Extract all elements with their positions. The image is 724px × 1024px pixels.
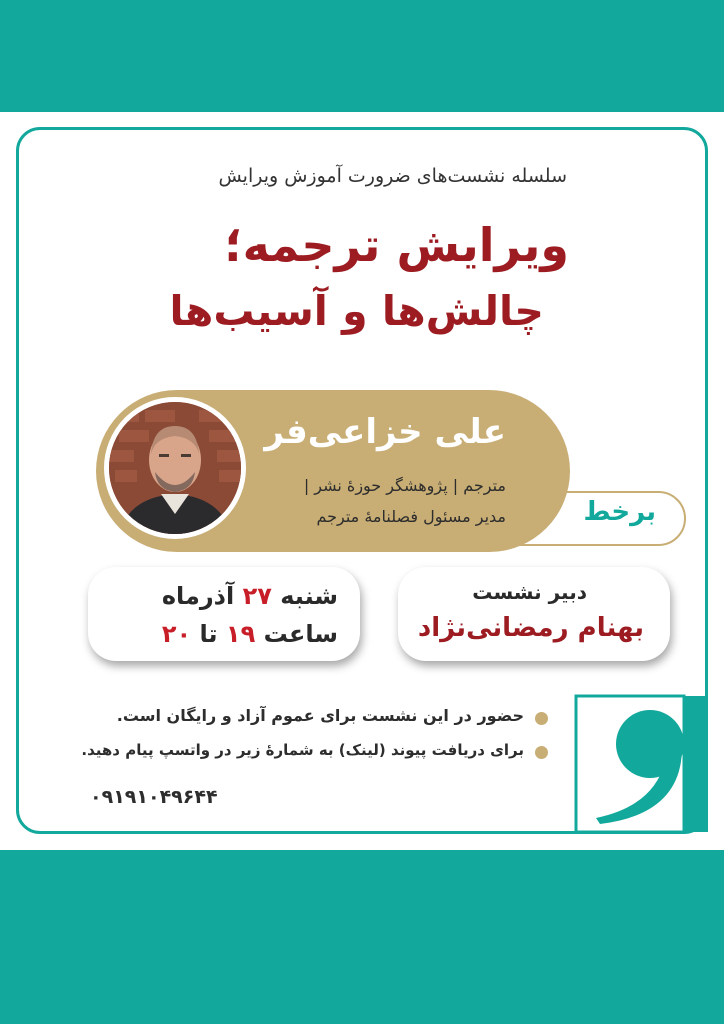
time-from: ۱۹ (225, 620, 256, 648)
speaker-role-line2: مدیر مسئول فصلنامهٔ مترجم (316, 507, 506, 526)
top-teal-band (0, 0, 724, 112)
online-label: برخط (583, 497, 656, 527)
vav-logo-icon (572, 686, 708, 834)
main-title-line1: ویرایش ترجمه؛ (224, 218, 569, 272)
time-prefix: ساعت (263, 620, 338, 648)
time-line (162, 620, 338, 648)
bullet-icon (535, 746, 548, 759)
date-number: ۲۷ (242, 582, 272, 610)
series-title: سلسله نشست‌های ضرورت آموزش ویرایش (218, 165, 567, 187)
bottom-teal-band (0, 850, 724, 1024)
phone-number[interactable]: ۰۹۱۹۱۰۴۹۶۴۴ (90, 786, 218, 808)
main-title-line2: چالش‌ها و آسیب‌ها (169, 287, 544, 335)
moderator-name: بهنام رمضانی‌نژاد (417, 613, 644, 643)
time-to: ۲۰ (161, 620, 192, 648)
time-separator: تا (199, 620, 218, 648)
speaker-name: علی خزاعی‌فر (264, 412, 506, 452)
note-free-attendance: حضور در این نشست برای عموم آزاد و رایگان است. (116, 706, 524, 725)
day-label: شنبه (280, 582, 338, 610)
month-label: آذرماه (161, 582, 235, 610)
bullet-icon (535, 712, 548, 725)
speaker-photo (104, 397, 246, 539)
moderator-label: دبیر نشست (472, 580, 587, 604)
date-line (162, 582, 338, 610)
speaker-role-line1: مترجم | پژوهشگر حوزهٔ نشر | (303, 476, 506, 495)
note-whatsapp-link: برای دریافت پیوند (لینک) به شمارهٔ زیر در واتسپ پیام دهید. (81, 741, 524, 759)
